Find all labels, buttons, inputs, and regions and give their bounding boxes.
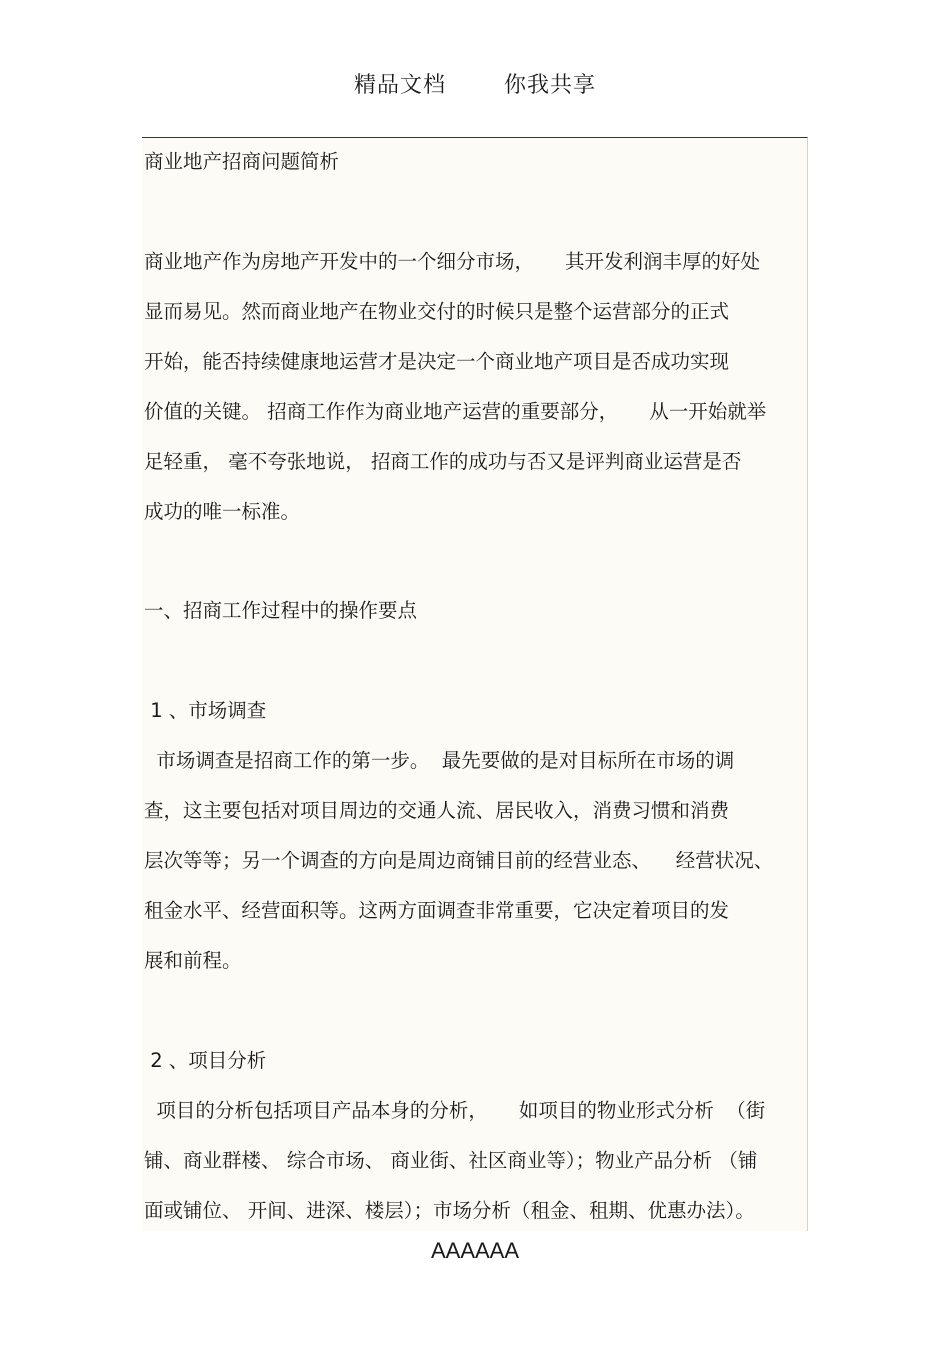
document-title: 商业地产招商问题简析	[144, 150, 340, 173]
header-right-text: 你我共享	[504, 73, 597, 98]
paragraph-line: 面或铺位、 开间、进深、楼层）；市场分析（租金、租期、优惠办法）。	[144, 1199, 755, 1222]
paragraph-line: 层次等等；另一个调查的方向是周边商铺目前的经营业态、 经营状况、	[144, 849, 774, 872]
intro-line: 开始，能否持续健康地运营才是决定一个商业地产项目是否成功实现	[144, 350, 730, 373]
header-left-text: 精品文档	[353, 73, 446, 98]
paragraph-line: 租金水平、经营面积等。这两方面调查非常重要，它决定着项目的发	[144, 899, 730, 922]
paragraph-line: 查，这主要包括对项目周边的交通人流、居民收入，消费习惯和消费	[144, 799, 730, 822]
paragraph-line: 项目的分析包括项目产品本身的分析， 如项目的物业形式分析 （街	[144, 1099, 766, 1122]
section-heading: 一、招商工作过程中的操作要点	[144, 599, 418, 622]
page-header	[0, 68, 950, 99]
intro-line: 商业地产作为房地产开发中的一个细分市场， 其开发利润丰厚的好处	[144, 250, 760, 273]
intro-line: 价值的关键。 招商工作作为商业地产运营的重要部分， 从一开始就举	[144, 400, 767, 423]
paragraph-line: 铺、商业群楼、 综合市场、 商业街、社区商业等）；物业产品分析 （铺	[144, 1149, 758, 1172]
paragraph-line: 展和前程。	[144, 949, 242, 972]
document-body	[142, 137, 808, 1231]
page-footer: AAAAAA	[430, 1238, 520, 1263]
subsection-heading: 2 、项目分析	[144, 1049, 267, 1072]
paragraph-line: 市场调查是招商工作的第一步。 最先要做的是对目标所在市场的调	[144, 749, 735, 772]
intro-line: 成功的唯一标准。	[144, 500, 301, 523]
intro-line: 显而易见。然而商业地产在物业交付的时候只是整个运营部分的正式	[144, 300, 730, 323]
subsection-heading: 1 、市场调查	[144, 699, 267, 722]
intro-line: 足轻重， 毫不夸张地说， 招商工作的成功与否又是评判商业运营是否	[144, 450, 742, 473]
